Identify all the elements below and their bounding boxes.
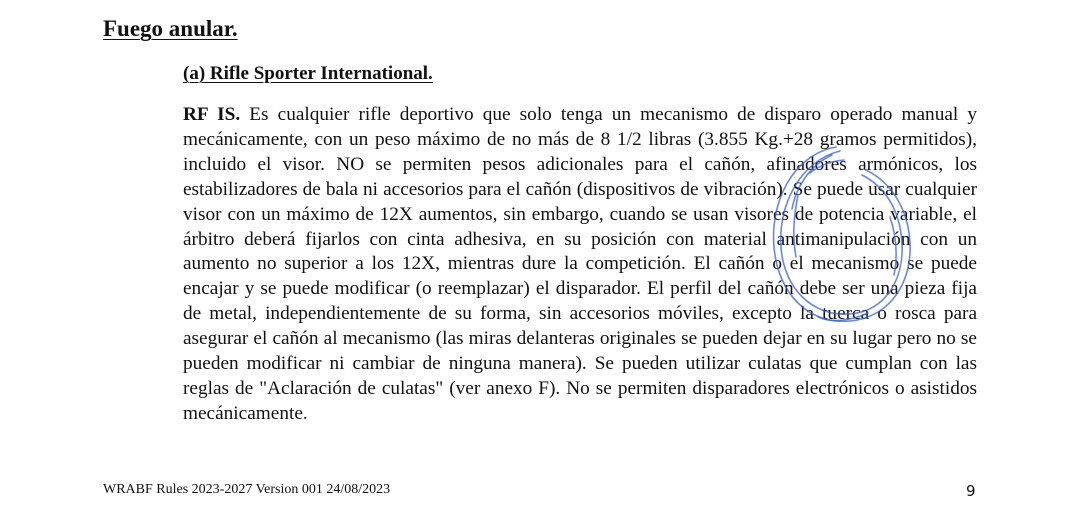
subsection-heading: (a) Rifle Sporter International. [183,63,433,84]
rule-code: RF IS. [183,104,241,125]
rule-paragraph [183,103,977,427]
rule-description: Es cualquier rifle deportivo que solo tenga un mecanismo de disparo operado manual y mecánicamente, con un peso máximo de no más de 8 1/2 libras (3.855 Kg.+28 gramos permitidos), incluido el visor. NO se permiten pesos adicionales para el cañón, afinadores armónicos, los estabilizadores de bala ni accesorios para el cañón (dispositivos de vibración). Se puede usar cualquier visor con un máximo de 12X aumentos, sin embargo, cuando se usan visores de potencia variable, el árbitro deberá fijarlos con cinta adhesiva, en su posición con material antimanipulación con un aumento no superior a los 12X, mientras dure la competición. El cañón o el mecanismo se puede encajar y se puede modificar (o reemplazar) el disparador. El perfil del cañón debe ser una pieza fija de metal, independientemente de su forma, sin accesorios móviles, excepto la tuerca o rosca para asegurar el cañón al mecanismo (las miras delanteras originales se pueden dejar en su lugar pero no se pueden modificar ni cambiar de ninguna manera). Se pueden utilizar culatas que cumplan con las reglas de "Aclaración de culatas" (ver anexo F). No se permiten disparadores electrónicos o asistidos mecánicamente. [183,104,977,424]
page-number: 9 [966,482,976,500]
footer-version: WRABF Rules 2023-2027 Version 001 24/08/2023 [103,482,391,497]
section-heading: Fuego anular. [103,16,238,41]
